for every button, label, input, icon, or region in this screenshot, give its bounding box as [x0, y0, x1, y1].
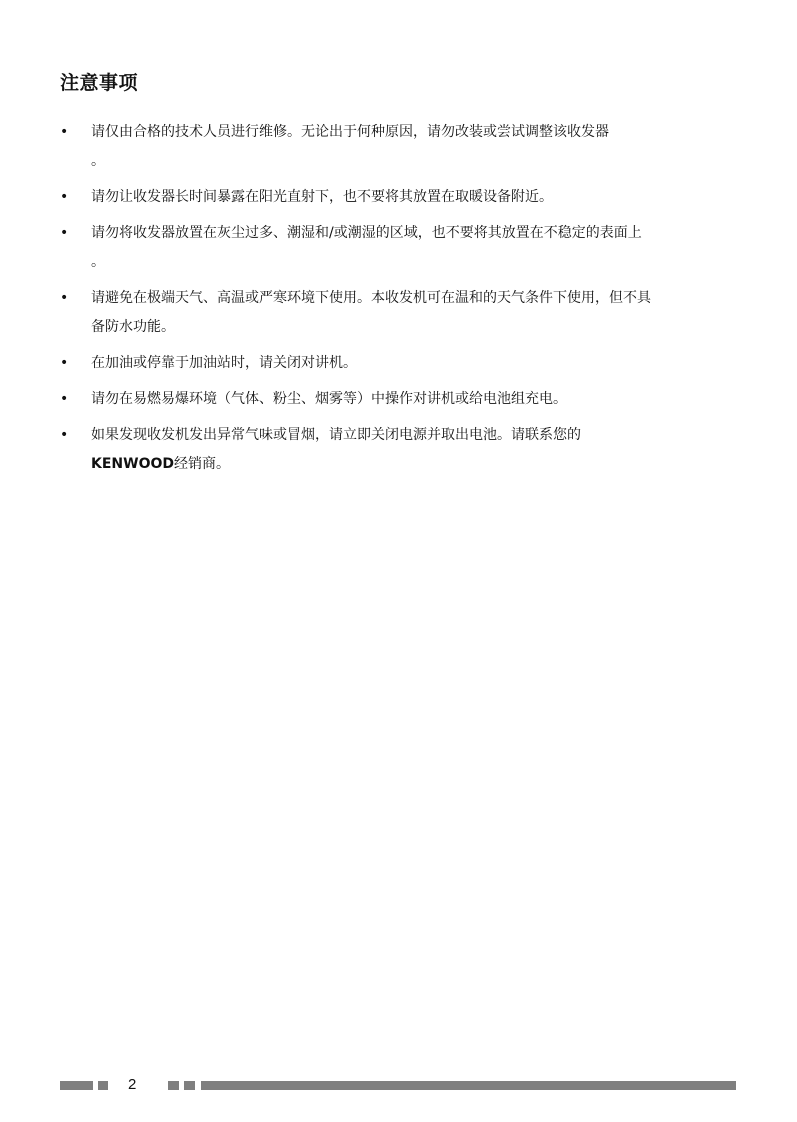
- footer-bar-segment: [98, 1081, 108, 1090]
- footer-bar-segment: [168, 1081, 179, 1090]
- bullet-icon: •: [60, 189, 69, 205]
- bullet-icon: •: [60, 225, 69, 241]
- page-footer: [60, 1078, 736, 1092]
- bullet-icon: •: [60, 391, 69, 407]
- notice-item: [60, 284, 740, 342]
- footer-bar-segment: [184, 1081, 195, 1090]
- notice-item: [60, 118, 740, 176]
- page-title: 注意事项: [60, 72, 139, 94]
- notice-item: [60, 349, 740, 378]
- notice-item: [60, 385, 740, 414]
- notice-text-suffix: 经销商。: [174, 456, 230, 472]
- footer-bar-segment: [201, 1081, 736, 1090]
- notice-text: 请仅由合格的技术人员进行维修。无论出于何种原因，请勿改装或尝试调整该收发器 。: [91, 124, 609, 169]
- notice-text: 请避免在极端天气、高温或严寒环境下使用。本收发机可在温和的天气条件下使用，但不具 备防水功能。: [91, 290, 651, 335]
- notice-text: 请勿在易燃易爆环境（气体、粉尘、烟雾等）中操作对讲机或给电池组充电。: [91, 391, 567, 407]
- page-number: 2: [128, 1076, 137, 1093]
- notice-item: [60, 421, 740, 479]
- notice-text: 请勿让收发器长时间暴露在阳光直射下，也不要将其放置在取暖设备附近。: [91, 189, 553, 205]
- notice-text: 请勿将收发器放置在灰尘过多、潮湿和/或潮湿的区域，也不要将其放置在不稳定的表面上 。: [91, 225, 642, 270]
- bullet-icon: •: [60, 290, 69, 306]
- notice-item: [60, 183, 740, 212]
- bullet-icon: •: [60, 427, 69, 443]
- notice-list: [60, 118, 740, 486]
- footer-bar-segment: [60, 1081, 93, 1090]
- notice-item: [60, 219, 740, 277]
- brand-name: KENWOOD: [91, 456, 174, 472]
- notice-text: 如果发现收发机发出异常气味或冒烟，请立即关闭电源并取出电池。请联系您的 KENWOOD经销商。: [91, 427, 581, 472]
- notice-text: 在加油或停靠于加油站时，请关闭对讲机。: [91, 355, 357, 371]
- bullet-icon: •: [60, 355, 69, 371]
- bullet-icon: •: [60, 124, 69, 140]
